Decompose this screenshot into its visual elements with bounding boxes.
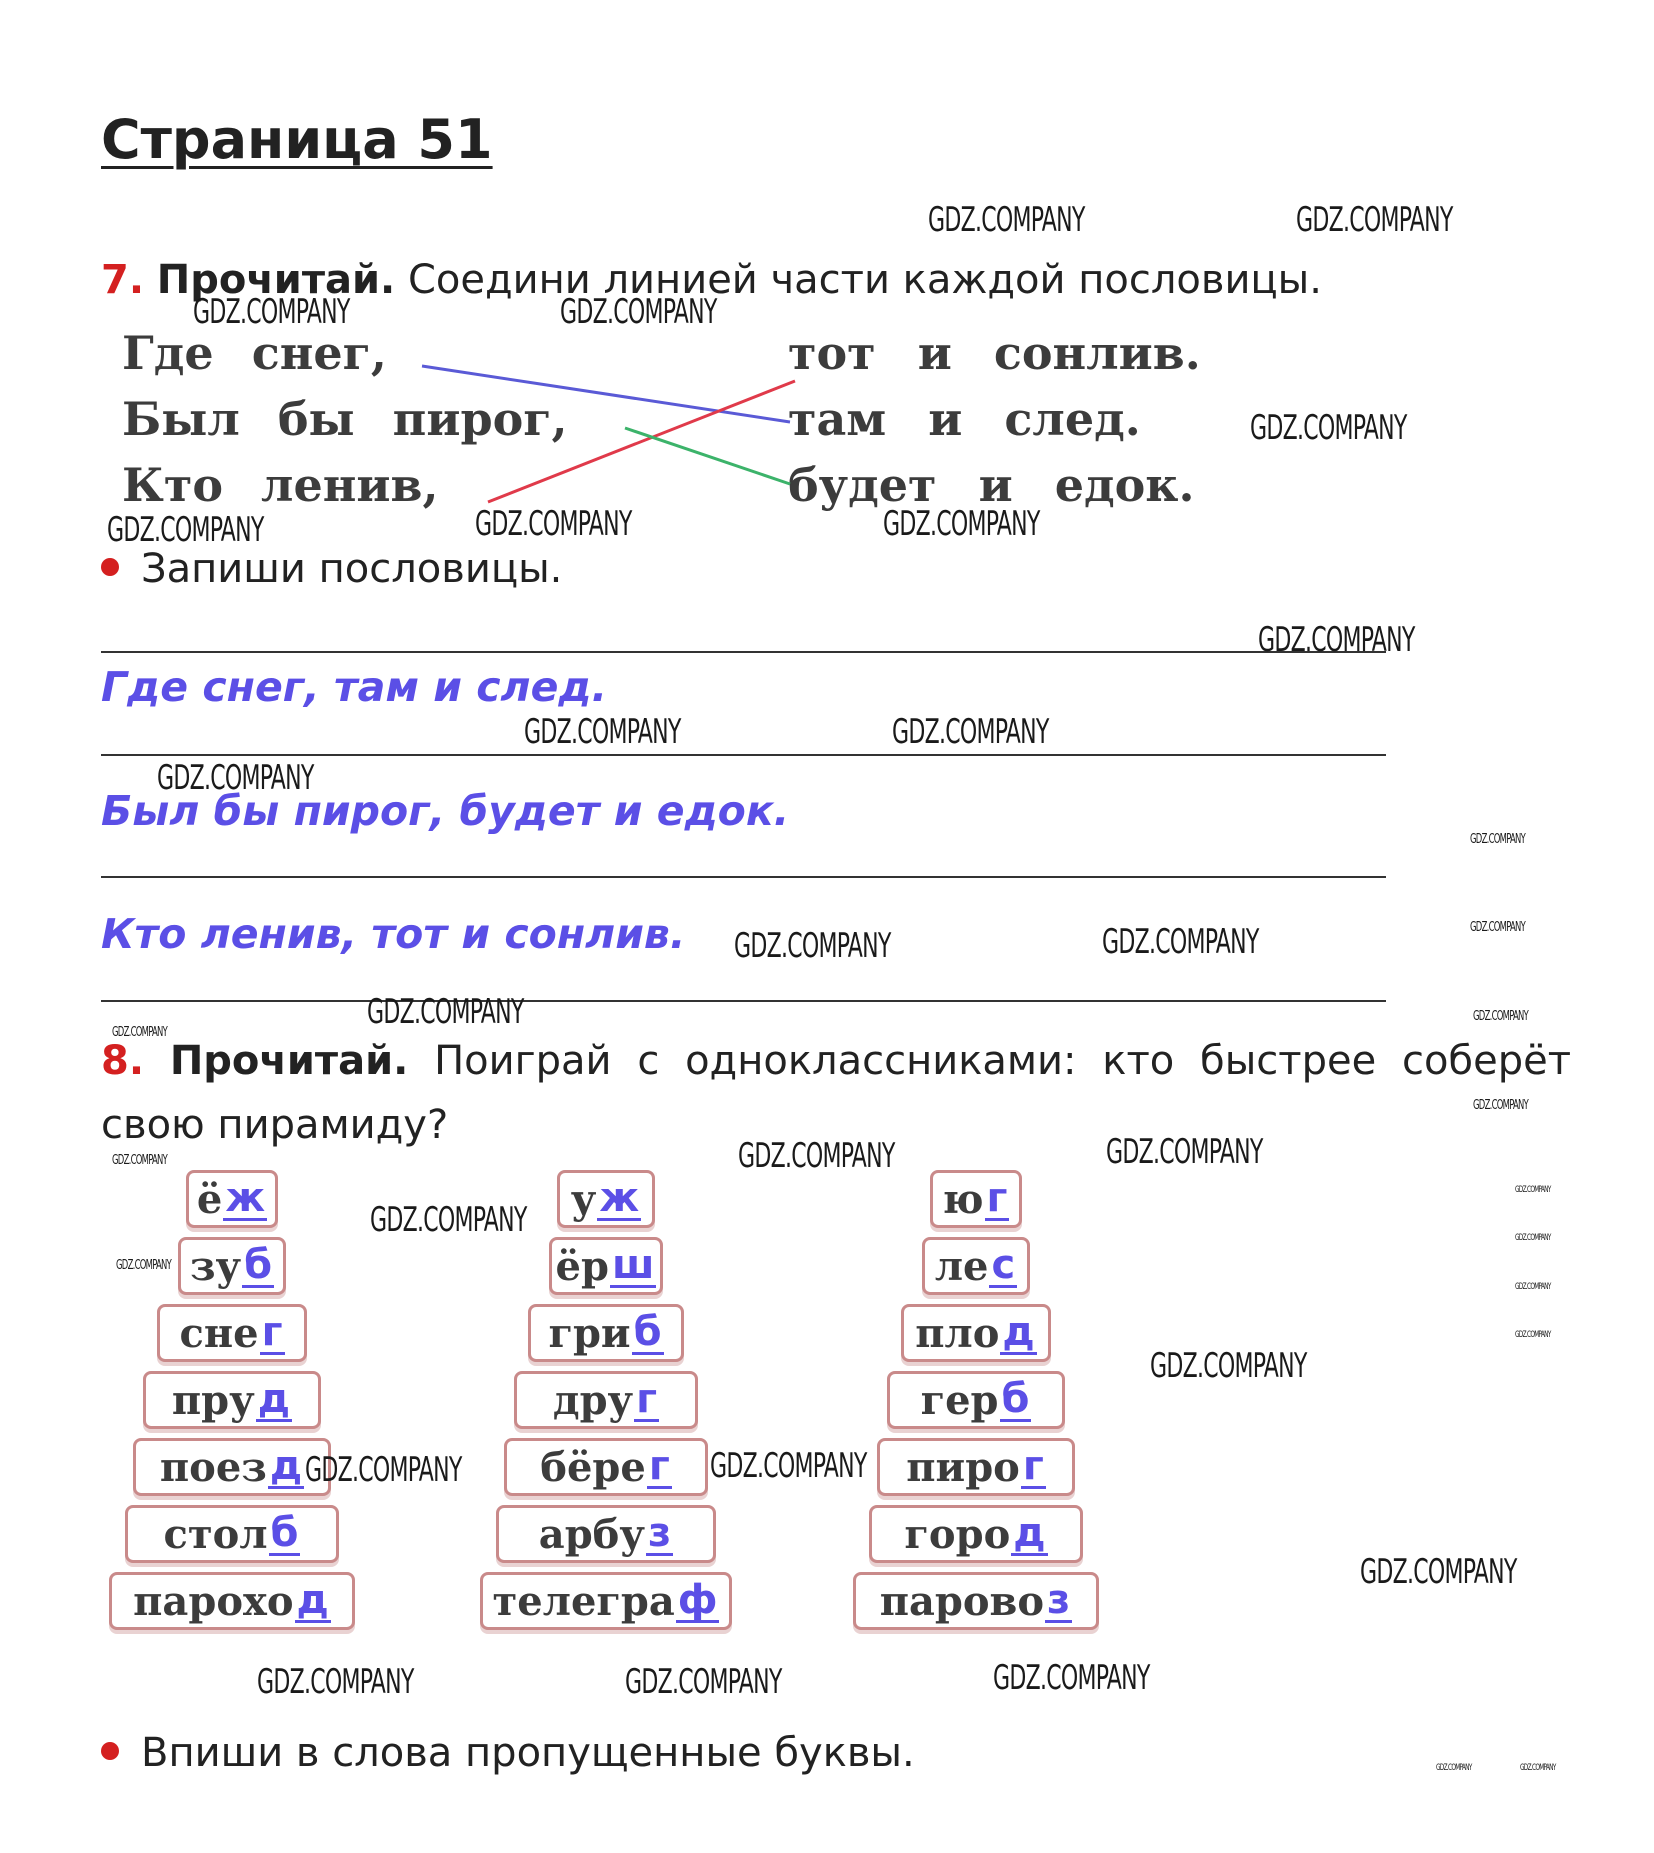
word-stem: ю bbox=[942, 1175, 984, 1223]
bullet-icon bbox=[101, 1742, 119, 1760]
filled-letter: д bbox=[1013, 1509, 1046, 1556]
filled-letter: д bbox=[296, 1576, 329, 1623]
write-line-1 bbox=[101, 651, 1386, 653]
word-stem: парохо bbox=[133, 1577, 294, 1625]
word-stem: телегра bbox=[492, 1577, 675, 1625]
proverb-right-1: тот и сонлив. bbox=[788, 326, 1201, 380]
pyramid-block bbox=[109, 1572, 355, 1630]
watermark: GDZ.COMPANY bbox=[928, 200, 1085, 240]
task7-text: Соедини линией части каждой пословицы. bbox=[407, 257, 1322, 303]
word-stem: ёр bbox=[555, 1242, 609, 1290]
filled-letter: ж bbox=[225, 1174, 266, 1221]
word-stem: бёре bbox=[540, 1443, 646, 1491]
pyramid-block bbox=[528, 1304, 684, 1362]
watermark: GDZ.COMPANY bbox=[883, 504, 1040, 544]
task8-text-2: свою пирамиду? bbox=[101, 1102, 449, 1148]
pyramid-block bbox=[157, 1304, 307, 1362]
pyramid-block bbox=[557, 1170, 655, 1228]
proverb-left-3: Кто ленив, bbox=[122, 458, 439, 512]
proverb-left-2: Был бы пирог, bbox=[122, 392, 568, 446]
watermark: GDZ.COMPANY bbox=[257, 1662, 414, 1702]
watermark: GDZ.COMPANY bbox=[475, 504, 632, 544]
watermark: GDZ.COMPANY bbox=[1470, 832, 1525, 847]
watermark: GDZ.COMPANY bbox=[107, 510, 264, 550]
proverb-right-3: будет и едок. bbox=[788, 458, 1195, 512]
filled-letter: д bbox=[1002, 1308, 1035, 1355]
filled-letter: ф bbox=[677, 1576, 718, 1623]
watermark: GDZ.COMPANY bbox=[305, 1450, 462, 1490]
watermark: GDZ.COMPANY bbox=[112, 1025, 167, 1040]
watermark: GDZ.COMPANY bbox=[993, 1658, 1150, 1698]
watermark: GDZ.COMPANY bbox=[1473, 1009, 1528, 1024]
watermark: GDZ.COMPANY bbox=[1515, 1282, 1551, 1292]
watermark: GDZ.COMPANY bbox=[1520, 1763, 1556, 1773]
word-stem: стол bbox=[163, 1510, 268, 1558]
watermark: GDZ.COMPANY bbox=[112, 1153, 167, 1168]
filled-letter: ш bbox=[611, 1241, 655, 1288]
pyramid-block bbox=[178, 1237, 286, 1295]
answer-2: Был бы пирог, будет и едок. bbox=[101, 787, 790, 835]
watermark: GDZ.COMPANY bbox=[734, 926, 891, 966]
task7-number: 7. bbox=[101, 257, 145, 303]
word-stem: парово bbox=[879, 1577, 1045, 1625]
filled-letter: б bbox=[244, 1241, 273, 1288]
pyramid-block bbox=[869, 1505, 1083, 1563]
watermark: GDZ.COMPANY bbox=[892, 712, 1049, 752]
filled-letter: г bbox=[261, 1308, 283, 1355]
watermark: GDZ.COMPANY bbox=[738, 1136, 895, 1176]
bullet-icon bbox=[101, 558, 119, 576]
write-line-4 bbox=[101, 1000, 1386, 1002]
pyramid-block bbox=[186, 1170, 278, 1228]
word-stem: поез bbox=[159, 1443, 267, 1491]
watermark: GDZ.COMPANY bbox=[157, 758, 314, 798]
filled-letter: с bbox=[991, 1241, 1016, 1288]
line-pirog-edok bbox=[625, 428, 790, 484]
task8-text: Поиграй с одноклассниками: кто быстрее соберёт bbox=[434, 1038, 1571, 1084]
task7-bold: Прочитай. bbox=[156, 257, 396, 303]
pyramid-block bbox=[504, 1438, 708, 1496]
pyramid-block bbox=[133, 1438, 331, 1496]
watermark: GDZ.COMPANY bbox=[1515, 1330, 1551, 1340]
watermark: GDZ.COMPANY bbox=[524, 712, 681, 752]
pyramid-block bbox=[887, 1371, 1065, 1429]
watermark: GDZ.COMPANY bbox=[1436, 1763, 1472, 1773]
watermark: GDZ.COMPANY bbox=[1250, 408, 1407, 448]
filled-letter: б bbox=[1001, 1375, 1030, 1422]
filled-letter: д bbox=[257, 1375, 291, 1422]
filled-letter: з bbox=[647, 1509, 672, 1556]
answer-3: Кто ленив, тот и сонлив. bbox=[101, 910, 686, 958]
watermark: GDZ.COMPANY bbox=[116, 1258, 171, 1273]
answer-1: Где снег, там и след. bbox=[101, 663, 608, 711]
word-stem: ле bbox=[934, 1242, 989, 1290]
word-stem: сне bbox=[179, 1309, 259, 1357]
page-title: Страница 51 bbox=[101, 108, 493, 171]
filled-letter: б bbox=[270, 1509, 299, 1556]
watermark: GDZ.COMPANY bbox=[625, 1662, 782, 1702]
filled-letter: г bbox=[1022, 1442, 1044, 1489]
word-stem: пру bbox=[171, 1376, 255, 1424]
pyramid-block bbox=[480, 1572, 732, 1630]
watermark: GDZ.COMPANY bbox=[560, 292, 717, 332]
word-stem: у bbox=[570, 1175, 597, 1223]
pyramid-block bbox=[514, 1371, 698, 1429]
watermark: GDZ.COMPANY bbox=[710, 1446, 867, 1486]
task7-subtask-text: Запиши пословицы. bbox=[141, 546, 563, 592]
filled-letter: ж bbox=[599, 1174, 640, 1221]
task8-subtask-text: Впиши в слова пропущенные буквы. bbox=[141, 1730, 915, 1776]
write-line-2 bbox=[101, 754, 1386, 756]
watermark: GDZ.COMPANY bbox=[1106, 1132, 1263, 1172]
watermark: GDZ.COMPANY bbox=[1515, 1185, 1551, 1195]
word-stem: зу bbox=[189, 1242, 242, 1290]
proverb-right-2: там и след. bbox=[788, 392, 1141, 446]
task8-subtask bbox=[101, 1722, 915, 1784]
pyramid-block bbox=[549, 1237, 663, 1295]
watermark: GDZ.COMPANY bbox=[1258, 620, 1415, 660]
word-stem: пло bbox=[915, 1309, 1000, 1357]
watermark: GDZ.COMPANY bbox=[367, 992, 524, 1032]
pyramid-block bbox=[125, 1505, 339, 1563]
task8-bold: Прочитай. bbox=[169, 1038, 409, 1084]
filled-letter: б bbox=[633, 1308, 662, 1355]
task8-number: 8. bbox=[101, 1038, 145, 1084]
word-stem: гри bbox=[548, 1309, 631, 1357]
pyramid-block bbox=[877, 1438, 1075, 1496]
word-stem: арбу bbox=[538, 1510, 645, 1558]
write-line-3 bbox=[101, 876, 1386, 878]
proverb-left-1: Где снег, bbox=[122, 326, 387, 380]
line-sneg-sled bbox=[422, 366, 790, 422]
pyramid-block bbox=[901, 1304, 1051, 1362]
pyramid-block bbox=[143, 1371, 321, 1429]
word-stem: горо bbox=[904, 1510, 1011, 1558]
watermark: GDZ.COMPANY bbox=[1102, 922, 1259, 962]
filled-letter: з bbox=[1047, 1576, 1071, 1623]
pyramid-block bbox=[930, 1170, 1022, 1228]
filled-letter: г bbox=[648, 1442, 670, 1489]
watermark: GDZ.COMPANY bbox=[1360, 1552, 1517, 1592]
pyramid-block bbox=[922, 1237, 1030, 1295]
watermark: GDZ.COMPANY bbox=[1296, 200, 1453, 240]
filled-letter: г bbox=[636, 1375, 658, 1422]
watermark: GDZ.COMPANY bbox=[1473, 1098, 1528, 1113]
pyramid-block bbox=[853, 1572, 1099, 1630]
word-stem: пиро bbox=[906, 1443, 1020, 1491]
filled-letter: д bbox=[269, 1442, 303, 1489]
task8-header bbox=[101, 1030, 1571, 1092]
watermark: GDZ.COMPANY bbox=[1515, 1233, 1551, 1243]
watermark: GDZ.COMPANY bbox=[1150, 1346, 1307, 1386]
watermark: GDZ.COMPANY bbox=[1470, 920, 1525, 935]
word-stem: дру bbox=[552, 1376, 634, 1424]
word-stem: гер bbox=[920, 1376, 999, 1424]
watermark: GDZ.COMPANY bbox=[193, 292, 350, 332]
word-stem: ё bbox=[196, 1175, 223, 1223]
watermark: GDZ.COMPANY bbox=[370, 1200, 527, 1240]
pyramid-block bbox=[496, 1505, 716, 1563]
filled-letter: г bbox=[986, 1174, 1008, 1221]
